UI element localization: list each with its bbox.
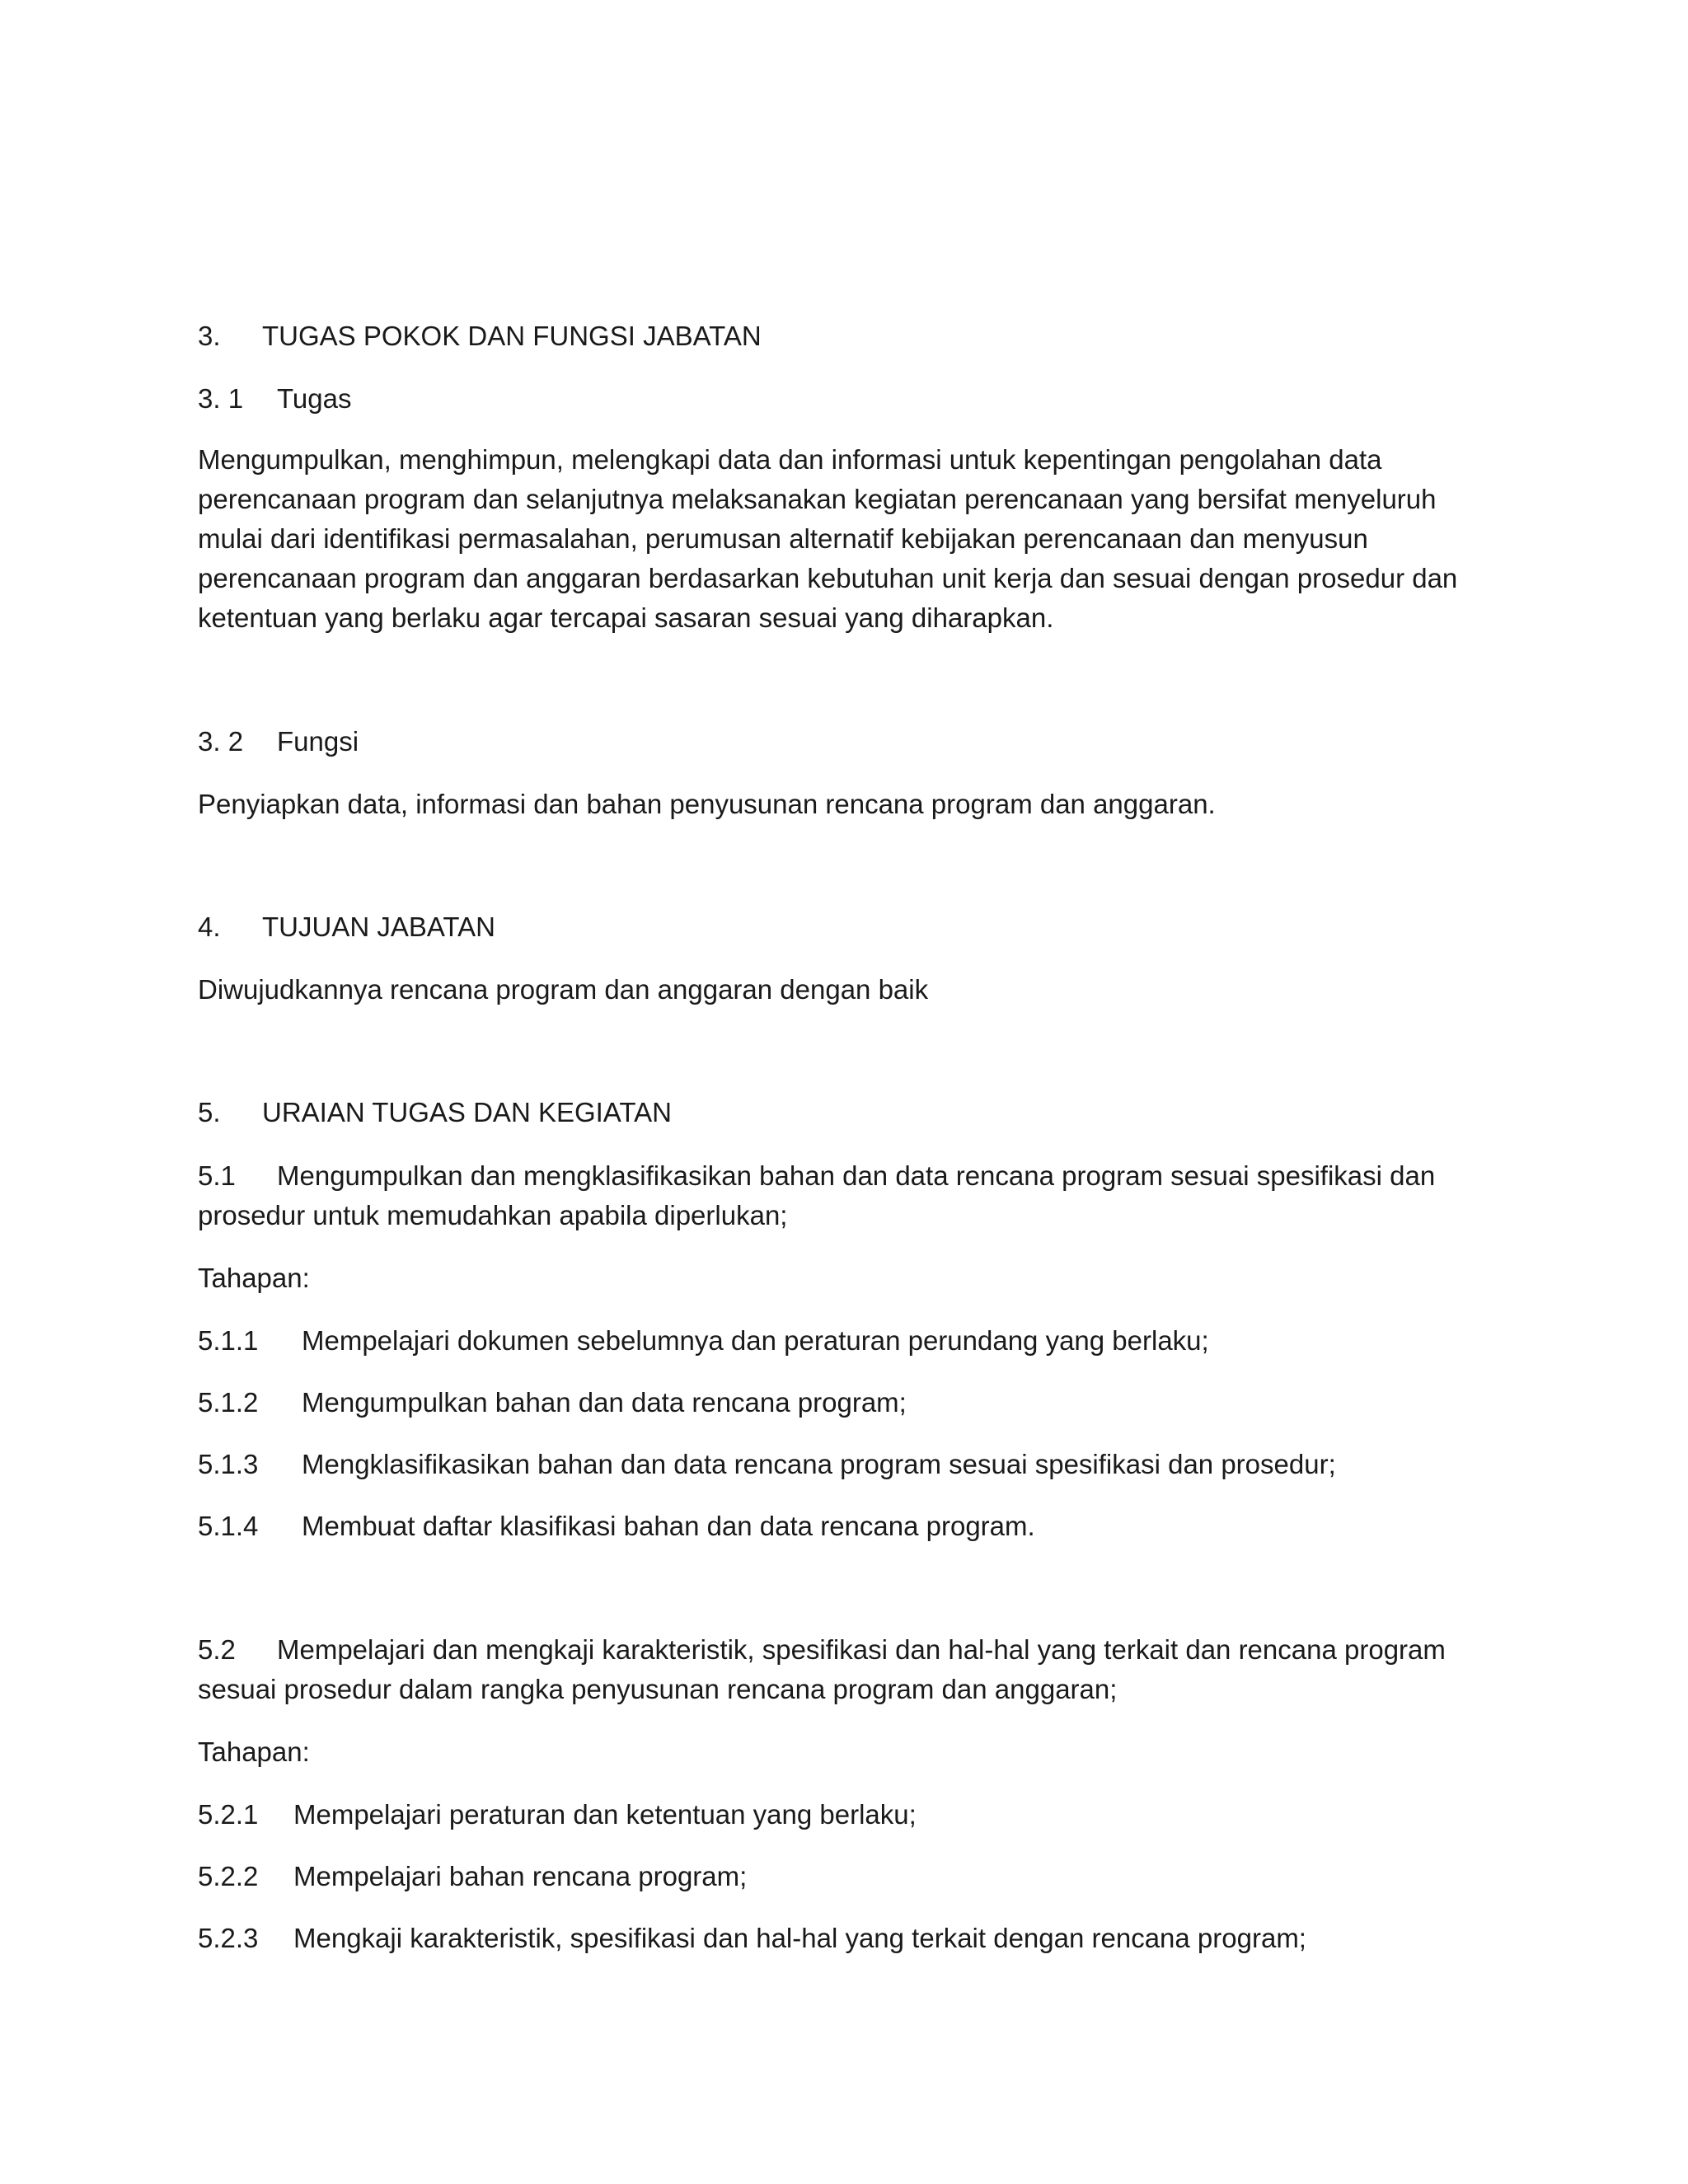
- section-4-heading: [198, 907, 495, 947]
- tugas-paragraph-line: mulai dari identifikasi permasalahan, perumusan alternatif kebijakan perencanaan dan menyusun: [198, 523, 1368, 554]
- fungsi-paragraph: Penyiapkan data, informasi dan bahan penyusunan rencana program dan anggaran.: [198, 789, 1216, 819]
- subsection-5-2-text-continued: sesuai prosedur dalam rangka penyusunan rencana program dan anggaran;: [198, 1674, 1118, 1704]
- section-3-number: 3.: [198, 321, 221, 351]
- list-item-text: Mempelajari peraturan dan ketentuan yang berlaku;: [293, 1799, 917, 1830]
- tugas-paragraph-line: perencanaan program dan anggaran berdasarkan kebutuhan unit kerja dan sesuai dengan prosedur dan: [198, 563, 1458, 593]
- list-item: [198, 1795, 917, 1835]
- subsection-5-2-number: 5.2: [198, 1634, 236, 1665]
- list-item: [198, 1507, 1035, 1546]
- list-item-number: 5.1.3: [198, 1449, 259, 1479]
- subsection-5-2-line: [198, 1630, 1446, 1670]
- section-4-number: 4.: [198, 912, 221, 942]
- subsection-5-1-line: [198, 1156, 1435, 1196]
- list-item-text: Mengkaji karakteristik, spesifikasi dan hal-hal yang terkait dengan rencana program;: [293, 1923, 1306, 1953]
- section-4-title: TUJUAN JABATAN: [262, 912, 495, 942]
- list-item-number: 5.1.4: [198, 1511, 259, 1541]
- subsection-5-2-text: Mempelajari dan mengkaji karakteristik, spesifikasi dan hal-hal yang terkait dan rencana program: [277, 1634, 1446, 1665]
- list-item: [198, 1383, 907, 1422]
- list-item-number: 5.2.2: [198, 1861, 259, 1891]
- list-item: [198, 1919, 1306, 1958]
- list-item-number: 5.1.1: [198, 1325, 259, 1356]
- subsection-5-1-text-continued: prosedur untuk memudahkan apabila diperlukan;: [198, 1200, 788, 1230]
- subsection-5-1-text: Mengumpulkan dan mengklasifikasikan bahan dan data rencana program sesuai spesifikasi dan: [277, 1160, 1436, 1191]
- list-item-text: Mengumpulkan bahan dan data rencana program;: [302, 1387, 907, 1418]
- subsection-3-1-heading: [198, 379, 352, 419]
- subsection-3-2-number: 3. 2: [198, 726, 244, 757]
- list-item-number: 5.2.3: [198, 1923, 259, 1953]
- list-item-text: Membuat daftar klasifikasi bahan dan data rencana program.: [302, 1511, 1035, 1541]
- section-3-title: TUGAS POKOK DAN FUNGSI JABATAN: [262, 321, 762, 351]
- list-item-number: 5.2.1: [198, 1799, 259, 1830]
- subsection-5-1-number: 5.1: [198, 1160, 236, 1191]
- list-item: [198, 1445, 1336, 1484]
- section-3-heading: [198, 316, 762, 356]
- list-item-text: Mempelajari dokumen sebelumnya dan peraturan perundang yang berlaku;: [302, 1325, 1209, 1356]
- tugas-paragraph-line: Mengumpulkan, menghimpun, melengkapi data dan informasi untuk kepentingan pengolahan data: [198, 444, 1382, 475]
- tahapan-label: Tahapan:: [198, 1736, 310, 1767]
- subsection-3-2-title: Fungsi: [277, 726, 359, 757]
- section-5-title: URAIAN TUGAS DAN KEGIATAN: [262, 1097, 672, 1127]
- section-5-number: 5.: [198, 1097, 221, 1127]
- list-item-text: Mengklasifikasikan bahan dan data rencana program sesuai spesifikasi dan prosedur;: [302, 1449, 1336, 1479]
- list-item-text: Mempelajari bahan rencana program;: [293, 1861, 748, 1891]
- subsection-3-2-heading: [198, 722, 359, 762]
- tugas-paragraph-line: perencanaan program dan selanjutnya melaksanakan kegiatan perencanaan yang bersifat menyeluruh: [198, 484, 1437, 514]
- tujuan-paragraph: Diwujudkannya rencana program dan anggaran dengan baik: [198, 974, 929, 1005]
- list-item-number: 5.1.2: [198, 1387, 259, 1418]
- subsection-3-1-title: Tugas: [277, 383, 352, 414]
- tahapan-label: Tahapan:: [198, 1263, 310, 1293]
- list-item: [198, 1321, 1209, 1361]
- tugas-paragraph-line: ketentuan yang berlaku agar tercapai sasaran sesuai yang diharapkan.: [198, 602, 1054, 633]
- subsection-3-1-number: 3. 1: [198, 383, 244, 414]
- list-item: [198, 1857, 747, 1896]
- section-5-heading: [198, 1093, 672, 1132]
